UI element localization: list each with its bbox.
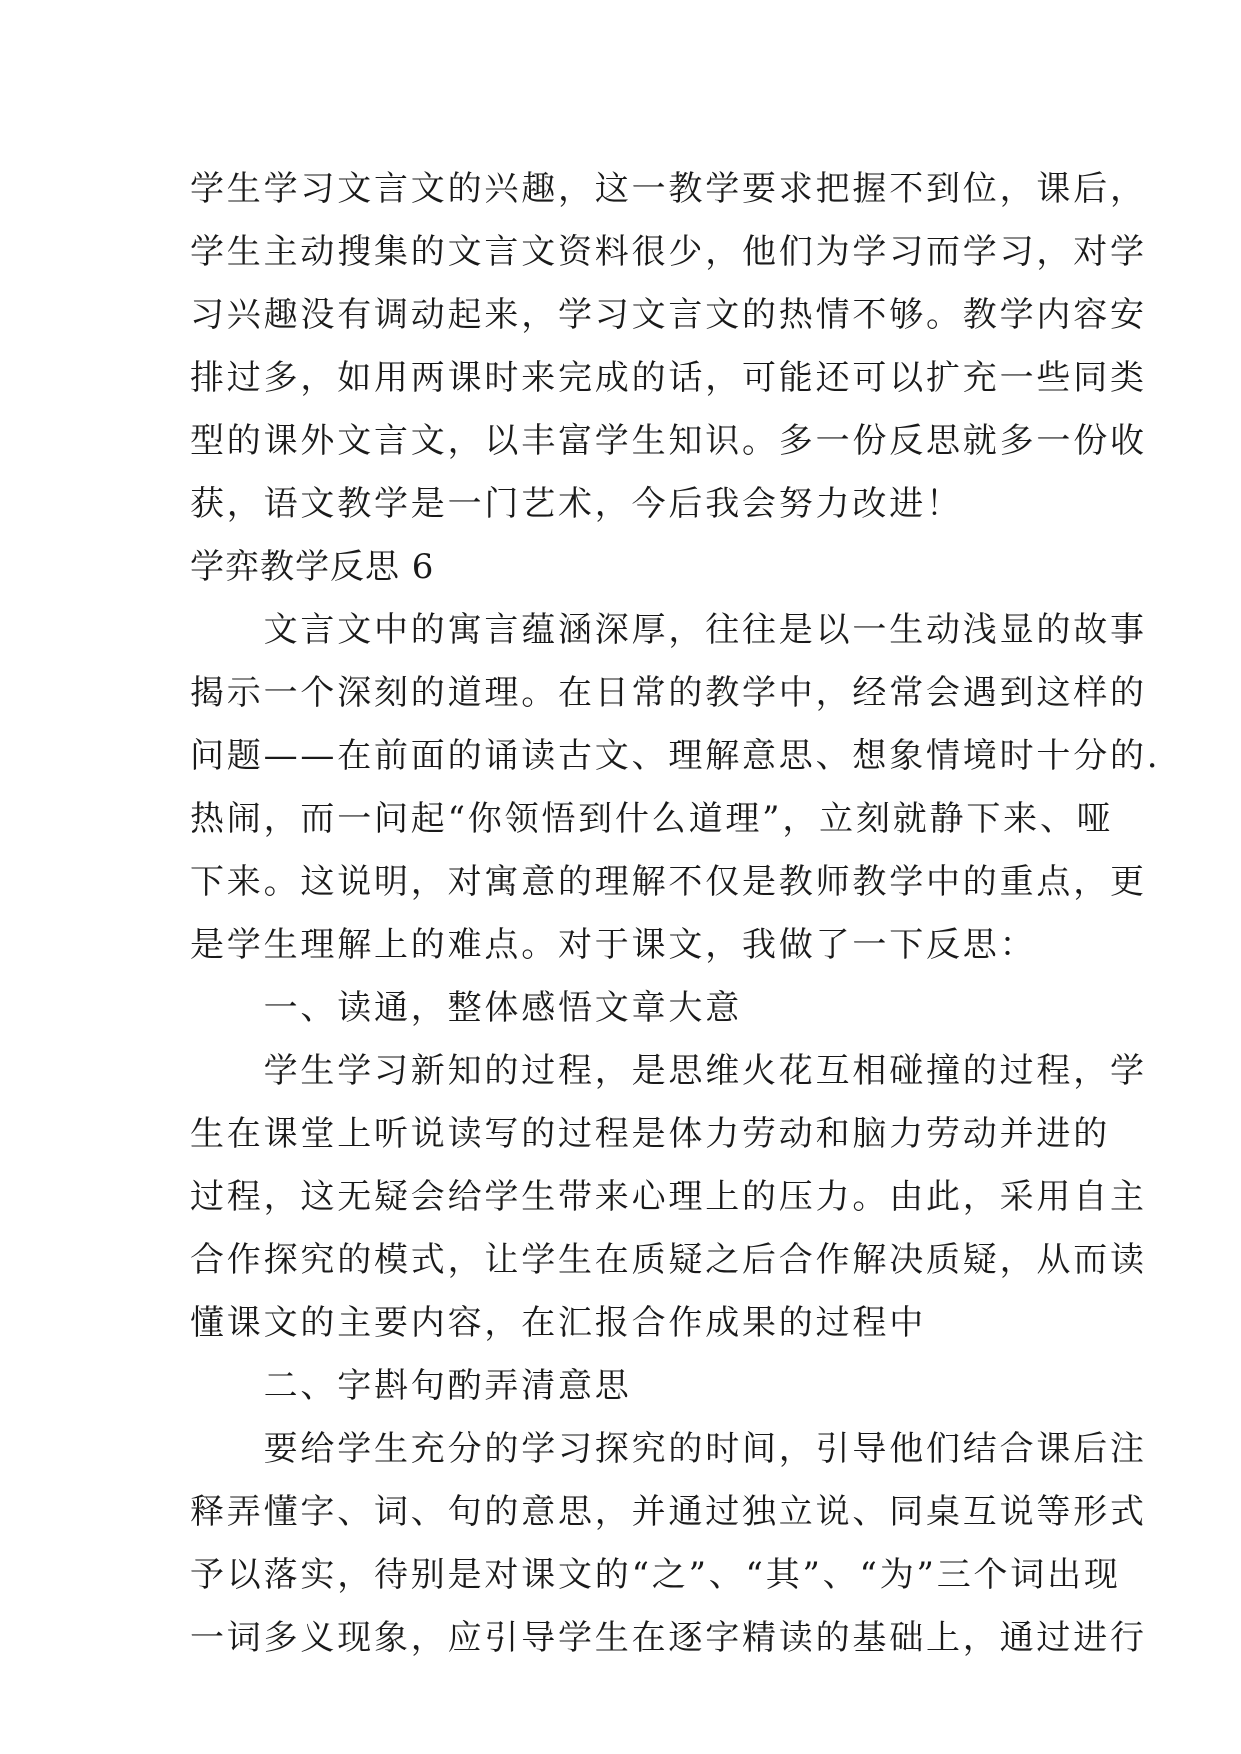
- paragraph-line: 学生学习文言文的兴趣，这一教学要求把握不到位，课后，: [190, 169, 1147, 209]
- paragraph-line: 是学生理解上的难点。对于课文，我做了一下反思：: [190, 925, 1037, 965]
- document-body: [190, 158, 1161, 1670]
- paragraph-line: 排过多，如用两课时来完成的话，可能还可以扩充一些同类: [190, 358, 1147, 398]
- subheading-line: 二、字斟句酌弄清意思: [190, 1366, 632, 1406]
- paragraph-line: 问题——在前面的诵读古文、理解意思、想象情境时十分的.: [190, 736, 1161, 776]
- paragraph-line: 下来。这说明，对寓意的理解不仅是教师教学中的重点，更: [190, 862, 1147, 902]
- paragraph-line: 予以落实，待别是对课文的“之”、“其”、“为”三个词出现: [190, 1555, 1121, 1595]
- paragraph-line: 一词多义现象，应引导学生在逐字精读的基础上，通过进行: [190, 1618, 1147, 1658]
- paragraph-line: 文言文中的寓言蕴涵深厚，往往是以一生动浅显的故事: [190, 610, 1147, 650]
- paragraph-line: 获，语文教学是一门艺术，今后我会努力改进！: [190, 484, 963, 524]
- paragraph-line: 学生学习新知的过程，是思维火花互相碰撞的过程，学: [190, 1051, 1147, 1091]
- paragraph-line: 释弄懂字、词、句的意思，并通过独立说、同桌互说等形式: [190, 1492, 1147, 1532]
- paragraph-line: 热闹，而一问起“你领悟到什么道理”，立刻就静下来、哑: [190, 799, 1114, 839]
- paragraph-line: 要给学生充分的学习探究的时间，引导他们结合课后注: [190, 1429, 1147, 1469]
- paragraph-line: 生在课堂上听说读写的过程是体力劳动和脑力劳动并进的: [190, 1114, 1110, 1154]
- subheading-line: 一、读通，整体感悟文章大意: [190, 988, 742, 1028]
- section-title: 学弈教学反思 6: [190, 547, 435, 587]
- paragraph-line: 习兴趣没有调动起来，学习文言文的热情不够。教学内容安: [190, 295, 1147, 335]
- paragraph-line: 懂课文的主要内容，在汇报合作成果的过程中: [190, 1303, 926, 1343]
- paragraph-line: 揭示一个深刻的道理。在日常的教学中，经常会遇到这样的: [190, 673, 1147, 713]
- paragraph-line: 合作探究的模式，让学生在质疑之后合作解决质疑，从而读: [190, 1240, 1147, 1280]
- paragraph-line: 学生主动搜集的文言文资料很少，他们为学习而学习，对学: [190, 232, 1147, 272]
- paragraph-line: 过程，这无疑会给学生带来心理上的压力。由此，采用自主: [190, 1177, 1147, 1217]
- paragraph-line: 型的课外文言文，以丰富学生知识。多一份反思就多一份收: [190, 421, 1147, 461]
